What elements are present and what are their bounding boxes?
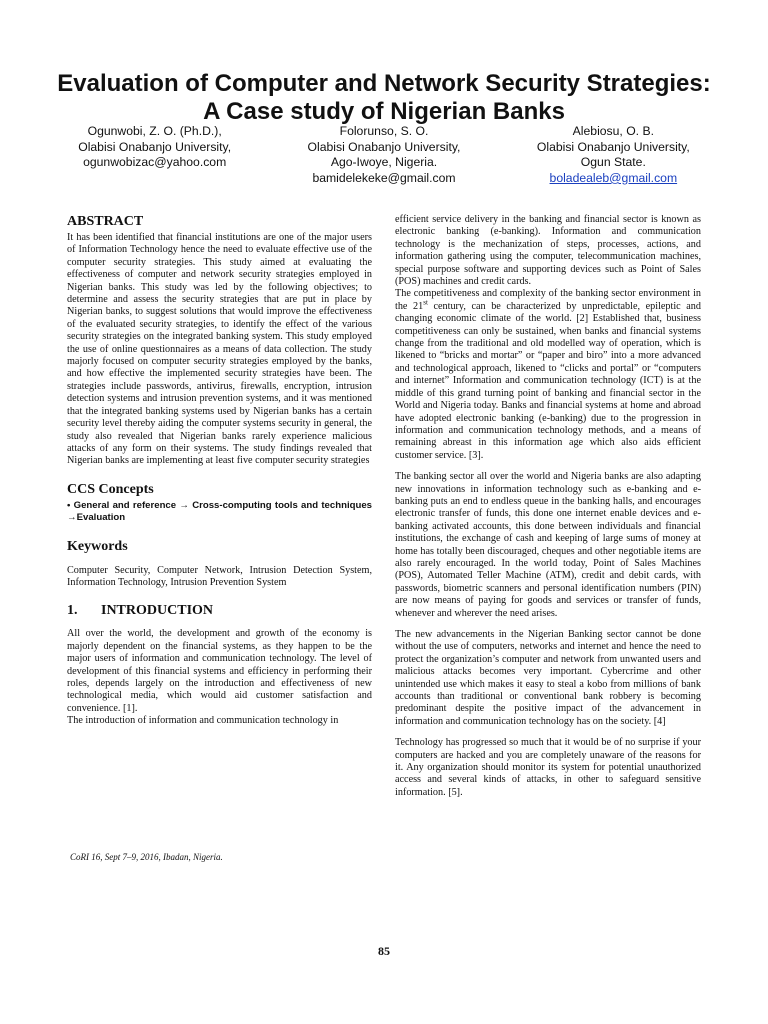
right-paragraph-4: The new advancements in the Nigerian Banking sector cannot be done without the use of computers, networks and internet and hence the need to protect the organization’s computer and network from unwanted users and malicious attacks becomes very important. Cybercrime and other unintended use which makes it easy to steal a kobo from millions of bank accounts than traditional or conventional bank robbery is becoming predominant despite the positive impact of the advancement in information and communication technology has on the society. [4]: [395, 629, 701, 727]
author-3-affiliation: Olabisi Onabanjo University,: [536, 139, 690, 154]
title-line-2: A Case study of Nigerian Banks: [203, 98, 565, 125]
abstract-text: It has been identified that financial institutions are one of the major users of Information Technology hence the need to evaluate effective use of the computer security strategies. This study aimed at evaluating the effectiveness of computer and network security strategies employed in Nigerian banks. This study was led by the following objectives; to determine and assess the security strategies that are put in place by Nigerian banks, to suggest solutions that would improve the effectiveness of the evaluated security strategies, to identify the effect of the various security strategies on the integrated banking system. This study employed the use of online questionnaires as a means of data collection. The study majorly focused on computer security strategies employed by the banks, and how effective the implemented security strategies have been. The strategies include passwords, antivirus, firewalls, encryption, intrusion detection systems and intrusion prevention systems, and it was mentioned that the integrated banking systems used by Nigerian banks has a certain security level thereby aiding the computer systems security in general, the study also revealed that Nigerian banks rarely experience malicious attacks of any form on their systems. The study findings revealed that Nigerian banks are implementing at least five computer security strategies: [67, 232, 372, 467]
author-2: [269, 124, 498, 186]
page-number: 85: [378, 944, 390, 958]
author-1-name: Ogunwobi, Z. O. (Ph.D.),: [87, 124, 222, 138]
author-2-location: Ago-Iwoye, Nigeria.: [330, 155, 438, 170]
author-1-affiliation: Olabisi Onabanjo University,: [78, 139, 232, 154]
author-2-name: Folorunso, S. O.: [339, 124, 429, 138]
abstract-heading: ABSTRACT: [67, 214, 144, 229]
right-paragraph-3: The banking sector all over the world and Nigeria banks are also adapting new innovations in information technology such as e-banking and e-banking puts an end to endless queue in the banking halls, and encourages electronic transfer of funds, this done one internet enable devices and e-banking activated accounts, this done between individuals and financial institutions, the exchange of cash and keeping of large sums of money at home has totally been discouraged, cheques and other negotiable items are also rarely encouraged. In the world today, Point of Sales Machines (POS), Automated Teller Machine (ATM), credit and debit cards, with passwords, biometric scanners and personal identification numbers (PIN) are now means of paying for goods and services or transfer of funds, whenever and wherever the need arises.: [395, 471, 701, 619]
author-3-location: Ogun State.: [580, 155, 646, 170]
keywords-text: Computer Security, Computer Network, Intrusion Detection System, Information Technology, Intrusion Prevention System: [67, 564, 372, 588]
author-3-name: Alebiosu, O. B.: [572, 124, 654, 138]
author-1: [40, 124, 269, 186]
intro-paragraph-2: The introduction of information and communication technology in: [67, 715, 339, 727]
title-line-1: Evaluation of Computer and Network Security Strategies:: [57, 70, 711, 97]
ccs-concepts-text: • General and reference → Cross-computing tools and techniques →Evaluation: [67, 499, 372, 524]
conference-note: CoRI 16, Sept 7–9, 2016, Ibadan, Nigeria.: [70, 852, 223, 862]
introduction-heading: [67, 603, 372, 619]
left-column: [67, 214, 372, 728]
ccs-heading: CCS Concepts: [67, 481, 154, 497]
author-block: [40, 124, 728, 186]
right-paragraph-1: efficient service delivery in the banking and financial sector is known as electronic banking (e-banking). Information and communication technology is the mechanization of steps, processes, actions, and information gathering using the computer, telecommunication machines, special purpose software and supporting devices such as Point of Sales (POS) machines and credit cards.: [395, 214, 701, 288]
keywords-heading: Keywords: [67, 538, 128, 554]
author-2-affiliation: Olabisi Onabanjo University,: [307, 139, 461, 154]
right-column: [395, 214, 701, 799]
author-3-email-link[interactable]: boladealeb@gmail.com: [549, 170, 678, 185]
right-paragraph-5: Technology has progressed so much that it would be of no surprise if your computers are hacked and you are completely unaware of the reasons for it. Any organization should monitor its system for potential unauthorized access and several kinds of attacks, in other to safeguard sensitive information. [5].: [395, 737, 701, 798]
section-number: 1.: [67, 603, 78, 619]
author-3: [499, 124, 728, 186]
paper-title: [40, 70, 728, 126]
intro-paragraph-1: All over the world, the development and growth of the economy is majorly dependent on the financial systems, as they happen to be the major users of information and communication technology. The level of development of this financial systems and efficiency in performing their roles, depends largely on the introduction and effectiveness of new technological media, which would aid customer satisfaction and convenience. [1].: [67, 628, 372, 714]
right-paragraph-2: The competitiveness and complexity of the banking sector environment in the 21st century, can be characterized by unpredictable, epileptic and changing economic climate of the world. [2] Established that, business competitiveness can only be sustained, when banks and financial systems change from the traditional and old modelled way of operation, which is likened to “bricks and mortar” or “paper and biro” into a more advanced and technological approach, likened to “clicks and portal” or “computers and internet” Information and communication technology (ICT) is at the middle of this grand turning point of banking and financial sector in the World and Nigeria today. Banks and financial systems at home and abroad have adopted electronic banking (e-banking) due to the progression in information and communication technology methods, and a means of remaining abreast in this information age which also aids efficient customer service. [3].: [395, 288, 701, 461]
section-title: INTRODUCTION: [101, 603, 214, 619]
author-2-email: bamidelekeke@gmail.com: [312, 170, 456, 185]
author-1-email: ogunwobizac@yahoo.com: [83, 155, 227, 170]
